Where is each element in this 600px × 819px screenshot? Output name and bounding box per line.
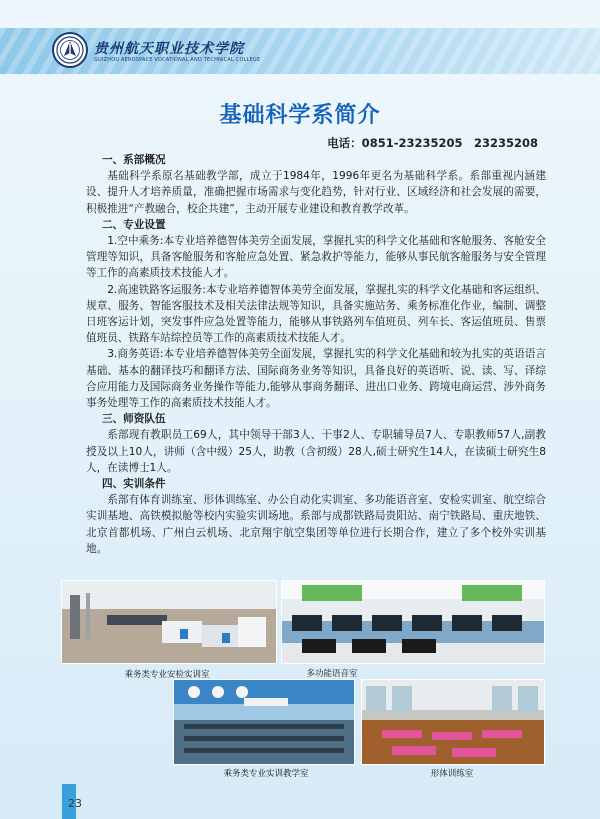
paragraph: 系部有体育训练室、形体训练室、办公自动化实训室、多功能语音室、安检实训室、航空综合实训基地、高铁模拟舱等校内实验实训场地。系部与成都铁路局贵阳站、南宁铁路局、重庆地铁、北京首都机场、广州白云机场、北京翔宇航空集团等单位进行长期合作，建立了多个校外实训基地。 <box>86 494 546 555</box>
page-title: 基础科学系简介 <box>219 103 381 128</box>
paragraph: 2.高速铁路客运服务:本专业培养德智体美劳全面发展，掌握扎实的科学文化基础和客运组织、规章、服务、智能客服技术及相关法律法规等知识，具备实施站务、乘务标准化作业，编制、调整日班客运计划，突发事件应急处置等能力，能够从事铁路列车值班员、列车长、客运值班员、售票值班员、铁路车站综控员等工作的高素质技术技能人才。 <box>86 283 546 345</box>
paragraph: 3.商务英语:本专业培养德智体美劳全面发展，掌握扎实的科学文化基础和较为扎实的英语语言基础、基本的翻译技巧和翻译方法、国际商务业务等知识，具备良好的英语听、说、读、写、译综合应用能力及国际商务业务操作等能力,能够从事商务翻译、进出口业务、跨境电商运营、涉外商务事务处理等工作的高素质技术技能人才。 <box>86 348 546 410</box>
section-heading: 一、系部概况 <box>102 154 166 166</box>
photo-language-room <box>282 581 544 663</box>
header-band <box>0 28 600 74</box>
photo-security-training-room <box>62 581 276 663</box>
section-heading: 二、专业设置 <box>102 218 166 231</box>
paragraph: 1.空中乘务:本专业培养德智体美劳全面发展，掌握扎实的科学文化基础和客舱服务、客舱安全管理等知识，具备客舱服务和客舱应急处置、紧急救护等能力，能够从事民航客舱服务与安全管理等工作的高素质技术技能人才。 <box>86 235 546 280</box>
section-heading: 四、实训条件 <box>102 478 166 491</box>
school-name-cn: 贵州航天职业技术学院 <box>94 41 244 57</box>
paragraph: 系部现有教职员工69人，其中领导干部3人、干事2人、专职辅导员7人、专职教师57人,副教授及以上10人，讲师（含中级）25人，助教（含初级）28人,硕士研究生14人，在读硕士研究生8人，在读博士1人。 <box>86 429 546 474</box>
school-name-en: GUIZHOU AEROSPACE VOCATIONAL AND TECHNICAL COLLEGE <box>94 57 261 63</box>
header-stripes <box>0 28 600 74</box>
photo-fitness-room <box>362 680 544 764</box>
caption-fitness: 形体训练室 <box>430 769 474 779</box>
page-number: 23 <box>68 797 82 810</box>
article-body <box>86 152 546 557</box>
caption-classroom: 乘务类专业实训教学室 <box>223 769 309 779</box>
caption-language: 多功能语音室 <box>306 669 358 679</box>
caption-security: 乘务类专业安检实训室 <box>124 670 210 680</box>
phone-numbers: 电话：0851-23235205 23235208 <box>327 136 538 150</box>
photo-classroom <box>174 680 354 764</box>
school-logo <box>52 32 88 68</box>
section-heading: 三、师资队伍 <box>102 413 166 426</box>
paragraph: 基础科学系原名基础教学部，成立于1984年，1996年更名为基础科学系。系部重视内涵建设、提升人才培养质量，准确把握市场需求与变化趋势，针对行业、区域经济和社会发展的需要，积极推进“产教融合，校企共建”，主动开展专业建设和教育教学改革。 <box>86 170 546 215</box>
